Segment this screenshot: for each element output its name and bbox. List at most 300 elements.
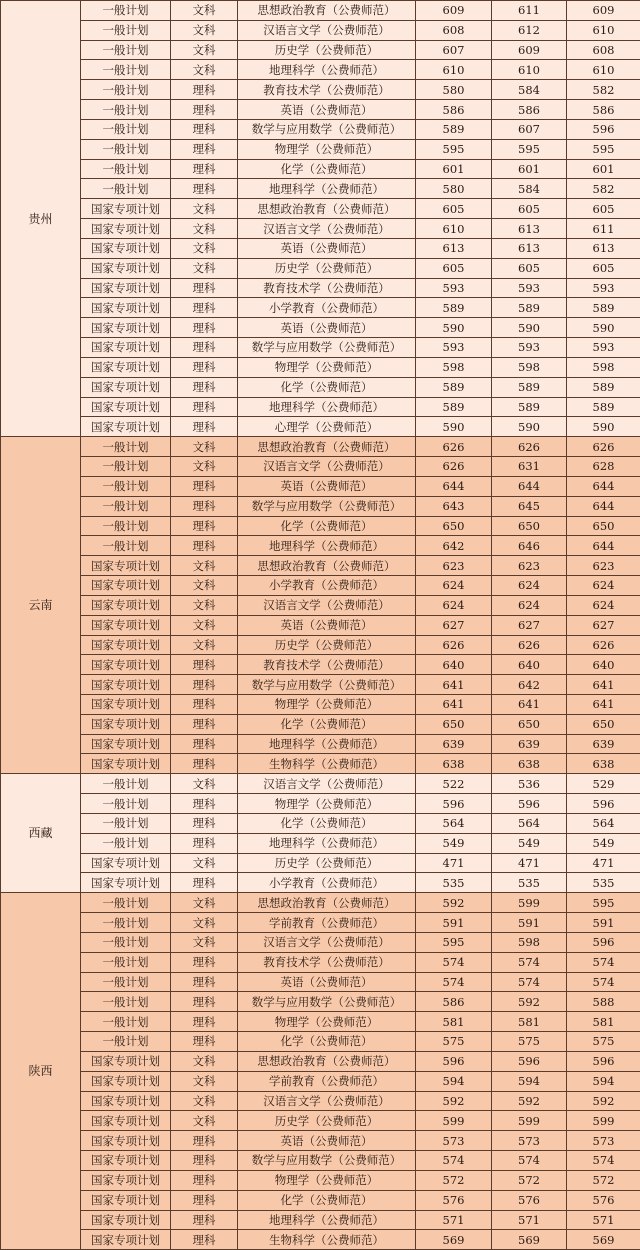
avg-score-cell: 589 [567,298,640,318]
max-score-cell: 626 [416,437,492,457]
plan-type-cell: 国家专项计划 [81,873,171,893]
min-score-cell: 645 [492,496,567,516]
plan-type-cell: 一般计划 [81,20,171,40]
major-cell: 化学（公费师范） [238,813,416,833]
subject-category-cell: 文科 [171,893,238,913]
table-row [1,437,640,457]
table-row [1,318,640,338]
avg-score-cell: 596 [567,119,640,139]
min-score-cell: 549 [492,833,567,853]
table-row [1,100,640,120]
plan-type-cell: 一般计划 [81,80,171,100]
max-score-cell: 624 [416,576,492,596]
avg-score-cell: 596 [567,1051,640,1071]
major-cell: 数学与应用数学（公费师范） [238,1151,416,1171]
major-cell: 汉语言文学（公费师范） [238,774,416,794]
table-row [1,258,640,278]
max-score-cell: 596 [416,794,492,814]
max-score-cell: 586 [416,100,492,120]
subject-category-cell: 理科 [171,1170,238,1190]
plan-type-cell: 国家专项计划 [81,377,171,397]
subject-category-cell: 文科 [171,932,238,952]
subject-category-cell: 文科 [171,1071,238,1091]
avg-score-cell: 581 [567,1012,640,1032]
major-cell: 思想政治教育（公费师范） [238,556,416,576]
plan-type-cell: 国家专项计划 [81,298,171,318]
min-score-cell: 640 [492,655,567,675]
plan-type-cell: 国家专项计划 [81,338,171,358]
subject-category-cell: 文科 [171,1051,238,1071]
table-row [1,1170,640,1190]
avg-score-cell: 589 [567,397,640,417]
plan-type-cell: 一般计划 [81,516,171,536]
table-row [1,496,640,516]
avg-score-cell: 611 [567,219,640,239]
plan-type-cell: 国家专项计划 [81,655,171,675]
max-score-cell: 640 [416,655,492,675]
major-cell: 地理科学（公费师范） [238,60,416,80]
avg-score-cell: 639 [567,734,640,754]
plan-type-cell: 一般计划 [81,893,171,913]
subject-category-cell: 文科 [171,238,238,258]
subject-category-cell: 理科 [171,357,238,377]
major-cell: 化学（公费师范） [238,377,416,397]
plan-type-cell: 国家专项计划 [81,635,171,655]
min-score-cell: 584 [492,80,567,100]
plan-type-cell: 国家专项计划 [81,1051,171,1071]
table-row [1,119,640,139]
subject-category-cell: 文科 [171,774,238,794]
max-score-cell: 594 [416,1071,492,1091]
plan-type-cell: 一般计划 [81,1,171,21]
max-score-cell: 601 [416,159,492,179]
avg-score-cell: 574 [567,1151,640,1171]
table-row [1,476,640,496]
major-cell: 生物科学（公费师范） [238,754,416,774]
avg-score-cell: 638 [567,754,640,774]
avg-score-cell: 641 [567,694,640,714]
max-score-cell: 638 [416,754,492,774]
table-row [1,813,640,833]
table-row [1,40,640,60]
major-cell: 地理科学（公费师范） [238,536,416,556]
major-cell: 教育技术学（公费师范） [238,278,416,298]
max-score-cell: 623 [416,556,492,576]
major-cell: 数学与应用数学（公费师范） [238,992,416,1012]
subject-category-cell: 理科 [171,536,238,556]
avg-score-cell: 627 [567,615,640,635]
table-row [1,893,640,913]
plan-type-cell: 一般计划 [81,774,171,794]
subject-category-cell: 理科 [171,159,238,179]
max-score-cell: 564 [416,813,492,833]
table-row [1,1111,640,1131]
major-cell: 物理学（公费师范） [238,139,416,159]
avg-score-cell: 575 [567,1032,640,1052]
min-score-cell: 599 [492,1111,567,1131]
max-score-cell: 575 [416,1032,492,1052]
max-score-cell: 589 [416,119,492,139]
max-score-cell: 599 [416,1111,492,1131]
min-score-cell: 598 [492,357,567,377]
table-row [1,853,640,873]
table-row [1,338,640,358]
max-score-cell: 580 [416,80,492,100]
subject-category-cell: 文科 [171,595,238,615]
plan-type-cell: 一般计划 [81,179,171,199]
avg-score-cell: 605 [567,199,640,219]
avg-score-cell: 610 [567,60,640,80]
plan-type-cell: 国家专项计划 [81,694,171,714]
min-score-cell: 598 [492,932,567,952]
table-row [1,734,640,754]
subject-category-cell: 理科 [171,397,238,417]
table-row [1,932,640,952]
table-row [1,635,640,655]
plan-type-cell: 国家专项计划 [81,1131,171,1151]
max-score-cell: 613 [416,238,492,258]
min-score-cell: 471 [492,853,567,873]
major-cell: 历史学（公费师范） [238,40,416,60]
table-row [1,516,640,536]
plan-type-cell: 一般计划 [81,100,171,120]
plan-type-cell: 国家专项计划 [81,357,171,377]
min-score-cell: 536 [492,774,567,794]
table-row [1,1091,640,1111]
max-score-cell: 642 [416,536,492,556]
province-cell: 陕西 [1,893,81,1250]
major-cell: 汉语言文学（公费师范） [238,219,416,239]
subject-category-cell: 理科 [171,377,238,397]
plan-type-cell: 一般计划 [81,139,171,159]
subject-category-cell: 文科 [171,556,238,576]
major-cell: 英语（公费师范） [238,238,416,258]
major-cell: 英语（公费师范） [238,476,416,496]
major-cell: 生物科学（公费师范） [238,1230,416,1250]
max-score-cell: 589 [416,298,492,318]
min-score-cell: 599 [492,893,567,913]
avg-score-cell: 595 [567,139,640,159]
major-cell: 数学与应用数学（公费师范） [238,338,416,358]
subject-category-cell: 文科 [171,437,238,457]
min-score-cell: 626 [492,635,567,655]
min-score-cell: 573 [492,1131,567,1151]
table-row [1,714,640,734]
avg-score-cell: 644 [567,536,640,556]
avg-score-cell: 624 [567,576,640,596]
table-row [1,1012,640,1032]
major-cell: 物理学（公费师范） [238,794,416,814]
min-score-cell: 569 [492,1230,567,1250]
plan-type-cell: 一般计划 [81,60,171,80]
max-score-cell: 589 [416,377,492,397]
table-row [1,913,640,933]
min-score-cell: 641 [492,694,567,714]
table-row [1,417,640,437]
avg-score-cell: 589 [567,377,640,397]
max-score-cell: 596 [416,1051,492,1071]
table-row [1,1131,640,1151]
avg-score-cell: 608 [567,40,640,60]
min-score-cell: 639 [492,734,567,754]
major-cell: 历史学（公费师范） [238,635,416,655]
subject-category-cell: 文科 [171,913,238,933]
avg-score-cell: 592 [567,1091,640,1111]
subject-category-cell: 文科 [171,20,238,40]
table-row [1,655,640,675]
min-score-cell: 644 [492,476,567,496]
table-row [1,992,640,1012]
subject-category-cell: 理科 [171,734,238,754]
plan-type-cell: 一般计划 [81,952,171,972]
plan-type-cell: 一般计划 [81,833,171,853]
max-score-cell: 592 [416,893,492,913]
max-score-cell: 586 [416,992,492,1012]
plan-type-cell: 一般计划 [81,40,171,60]
avg-score-cell: 596 [567,932,640,952]
subject-category-cell: 理科 [171,1210,238,1230]
subject-category-cell: 理科 [171,318,238,338]
plan-type-cell: 国家专项计划 [81,278,171,298]
province-cell: 贵州 [1,1,81,437]
avg-score-cell: 599 [567,1111,640,1131]
major-cell: 学前教育（公费师范） [238,1071,416,1091]
plan-type-cell: 国家专项计划 [81,1071,171,1091]
table-row [1,278,640,298]
major-cell: 英语（公费师范） [238,615,416,635]
max-score-cell: 643 [416,496,492,516]
avg-score-cell: 571 [567,1210,640,1230]
major-cell: 心理学（公费师范） [238,417,416,437]
max-score-cell: 650 [416,714,492,734]
plan-type-cell: 国家专项计划 [81,1210,171,1230]
min-score-cell: 592 [492,1091,567,1111]
min-score-cell: 627 [492,615,567,635]
avg-score-cell: 601 [567,159,640,179]
major-cell: 思想政治教育（公费师范） [238,1051,416,1071]
max-score-cell: 595 [416,139,492,159]
major-cell: 汉语言文学（公费师范） [238,1091,416,1111]
max-score-cell: 574 [416,1151,492,1171]
avg-score-cell: 650 [567,516,640,536]
max-score-cell: 644 [416,476,492,496]
major-cell: 小学教育（公费师范） [238,576,416,596]
avg-score-cell: 644 [567,476,640,496]
plan-type-cell: 国家专项计划 [81,595,171,615]
avg-score-cell: 586 [567,100,640,120]
avg-score-cell: 574 [567,952,640,972]
plan-type-cell: 国家专项计划 [81,1091,171,1111]
subject-category-cell: 理科 [171,675,238,695]
subject-category-cell: 文科 [171,258,238,278]
subject-category-cell: 理科 [171,655,238,675]
max-score-cell: 549 [416,833,492,853]
avg-score-cell: 641 [567,675,640,695]
major-cell: 英语（公费师范） [238,100,416,120]
max-score-cell: 573 [416,1131,492,1151]
min-score-cell: 572 [492,1170,567,1190]
subject-category-cell: 理科 [171,714,238,734]
subject-category-cell: 理科 [171,833,238,853]
max-score-cell: 609 [416,1,492,21]
subject-category-cell: 理科 [171,298,238,318]
max-score-cell: 607 [416,40,492,60]
max-score-cell: 610 [416,219,492,239]
max-score-cell: 592 [416,1091,492,1111]
max-score-cell: 627 [416,615,492,635]
major-cell: 化学（公费师范） [238,159,416,179]
plan-type-cell: 国家专项计划 [81,1111,171,1131]
plan-type-cell: 国家专项计划 [81,238,171,258]
major-cell: 英语（公费师范） [238,972,416,992]
plan-type-cell: 国家专项计划 [81,853,171,873]
major-cell: 小学教育（公费师范） [238,873,416,893]
min-score-cell: 601 [492,159,567,179]
major-cell: 历史学（公费师范） [238,258,416,278]
max-score-cell: 624 [416,595,492,615]
min-score-cell: 591 [492,913,567,933]
major-cell: 汉语言文学（公费师范） [238,457,416,477]
max-score-cell: 598 [416,357,492,377]
subject-category-cell: 理科 [171,952,238,972]
max-score-cell: 574 [416,952,492,972]
plan-type-cell: 一般计划 [81,972,171,992]
subject-category-cell: 文科 [171,576,238,596]
max-score-cell: 574 [416,972,492,992]
max-score-cell: 590 [416,417,492,437]
min-score-cell: 593 [492,278,567,298]
avg-score-cell: 573 [567,1131,640,1151]
max-score-cell: 595 [416,932,492,952]
major-cell: 物理学（公费师范） [238,1012,416,1032]
max-score-cell: 641 [416,675,492,695]
subject-category-cell: 文科 [171,40,238,60]
avg-score-cell: 591 [567,913,640,933]
plan-type-cell: 国家专项计划 [81,1190,171,1210]
major-cell: 英语（公费师范） [238,1131,416,1151]
plan-type-cell: 一般计划 [81,913,171,933]
table-row [1,754,640,774]
plan-type-cell: 一般计划 [81,437,171,457]
max-score-cell: 522 [416,774,492,794]
avg-score-cell: 569 [567,1230,640,1250]
avg-score-cell: 598 [567,357,640,377]
min-score-cell: 626 [492,437,567,457]
table-row [1,615,640,635]
subject-category-cell: 理科 [171,476,238,496]
min-score-cell: 605 [492,258,567,278]
major-cell: 数学与应用数学（公费师范） [238,119,416,139]
avg-score-cell: 593 [567,338,640,358]
plan-type-cell: 国家专项计划 [81,576,171,596]
min-score-cell: 596 [492,1051,567,1071]
subject-category-cell: 理科 [171,179,238,199]
min-score-cell: 586 [492,100,567,120]
max-score-cell: 591 [416,913,492,933]
major-cell: 物理学（公费师范） [238,694,416,714]
subject-category-cell: 理科 [171,139,238,159]
min-score-cell: 590 [492,417,567,437]
avg-score-cell: 595 [567,893,640,913]
plan-type-cell: 一般计划 [81,794,171,814]
subject-category-cell: 理科 [171,1012,238,1032]
plan-type-cell: 一般计划 [81,476,171,496]
avg-score-cell: 590 [567,318,640,338]
plan-type-cell: 一般计划 [81,932,171,952]
major-cell: 数学与应用数学（公费师范） [238,675,416,695]
table-row [1,159,640,179]
min-score-cell: 574 [492,952,567,972]
max-score-cell: 576 [416,1190,492,1210]
min-score-cell: 571 [492,1210,567,1230]
min-score-cell: 584 [492,179,567,199]
avg-score-cell: 582 [567,80,640,100]
min-score-cell: 638 [492,754,567,774]
avg-score-cell: 564 [567,813,640,833]
plan-type-cell: 国家专项计划 [81,675,171,695]
table-row [1,199,640,219]
province-cell: 西藏 [1,774,81,893]
table-row [1,1071,640,1091]
table-row [1,1210,640,1230]
major-cell: 小学教育（公费师范） [238,298,416,318]
major-cell: 物理学（公费师范） [238,1170,416,1190]
min-score-cell: 612 [492,20,567,40]
avg-score-cell: 596 [567,794,640,814]
major-cell: 思想政治教育（公费师范） [238,893,416,913]
min-score-cell: 589 [492,377,567,397]
avg-score-cell: 529 [567,774,640,794]
table-row [1,298,640,318]
plan-type-cell: 国家专项计划 [81,615,171,635]
avg-score-cell: 644 [567,496,640,516]
table-row [1,357,640,377]
plan-type-cell: 国家专项计划 [81,714,171,734]
table-row [1,238,640,258]
plan-type-cell: 国家专项计划 [81,219,171,239]
subject-category-cell: 文科 [171,615,238,635]
max-score-cell: 605 [416,258,492,278]
min-score-cell: 581 [492,1012,567,1032]
subject-category-cell: 文科 [171,1111,238,1131]
min-score-cell: 610 [492,60,567,80]
max-score-cell: 569 [416,1230,492,1250]
table-row [1,80,640,100]
subject-category-cell: 理科 [171,794,238,814]
table-row [1,397,640,417]
plan-type-cell: 国家专项计划 [81,1170,171,1190]
min-score-cell: 623 [492,556,567,576]
subject-category-cell: 理科 [171,694,238,714]
plan-type-cell: 国家专项计划 [81,258,171,278]
major-cell: 数学与应用数学（公费师范） [238,496,416,516]
subject-category-cell: 理科 [171,278,238,298]
subject-category-cell: 理科 [171,754,238,774]
table-row [1,694,640,714]
subject-category-cell: 文科 [171,1,238,21]
subject-category-cell: 文科 [171,635,238,655]
plan-type-cell: 一般计划 [81,813,171,833]
max-score-cell: 581 [416,1012,492,1032]
min-score-cell: 592 [492,992,567,1012]
subject-category-cell: 理科 [171,813,238,833]
min-score-cell: 607 [492,119,567,139]
min-score-cell: 589 [492,397,567,417]
max-score-cell: 471 [416,853,492,873]
min-score-cell: 593 [492,338,567,358]
plan-type-cell: 一般计划 [81,536,171,556]
avg-score-cell: 609 [567,1,640,21]
